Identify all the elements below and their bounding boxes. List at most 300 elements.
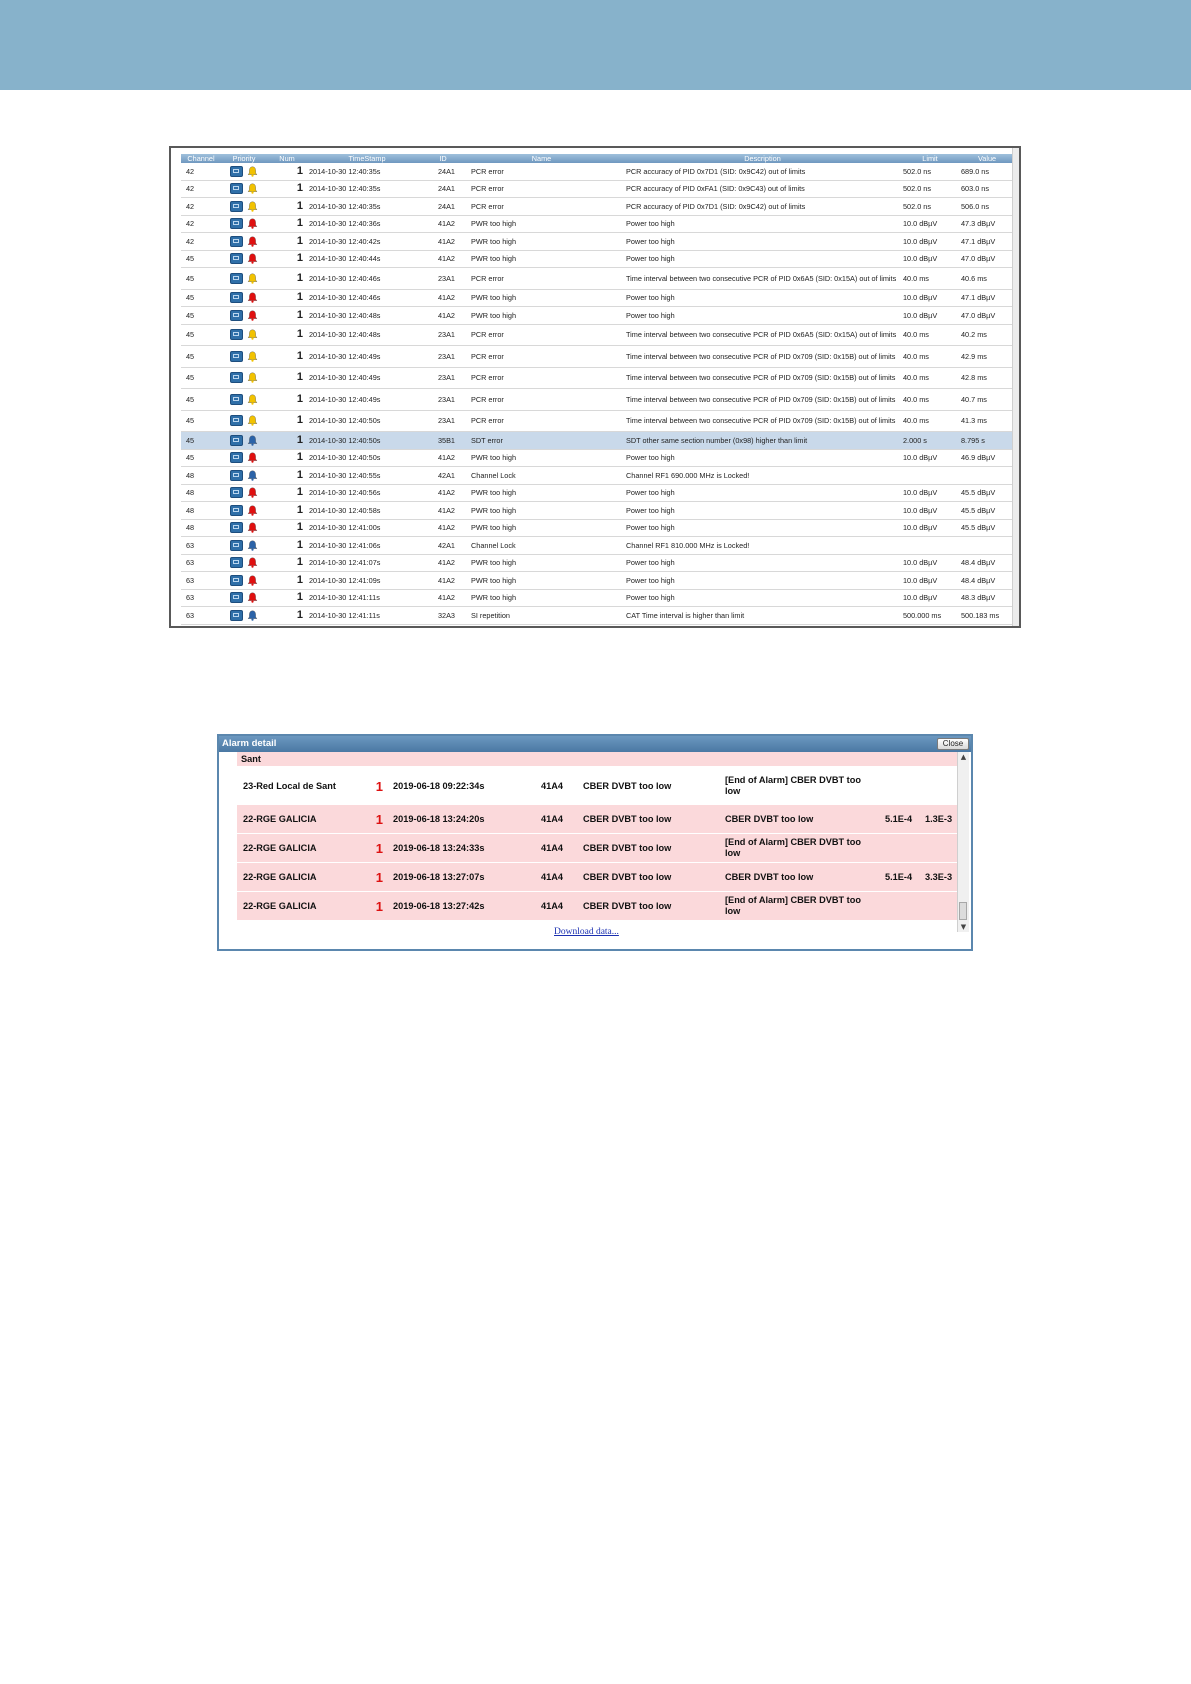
row-value: 40.2 ms (959, 324, 1015, 346)
row-name: PCR error (459, 324, 624, 346)
row-priority (221, 589, 267, 607)
row-limit (901, 537, 959, 555)
monitor-icon (230, 351, 243, 362)
row-channel: 42 (181, 180, 221, 198)
monitor-icon (230, 236, 243, 247)
monitor-icon (230, 592, 243, 603)
row-limit: 10.0 dBµV (901, 519, 959, 537)
row-id: 23A1 (427, 367, 459, 389)
row-id: 23A1 (427, 346, 459, 368)
row-channel: 42 (181, 215, 221, 233)
row-name: PWR too high (459, 502, 624, 520)
table-row[interactable] (181, 307, 1015, 325)
row-value: 689.0 ns (959, 163, 1015, 180)
row-limit: 40.0 ms (901, 389, 959, 411)
row-num: 1 (267, 607, 307, 625)
col-priority[interactable]: Priority (221, 154, 267, 163)
row-priority (221, 389, 267, 411)
table-row[interactable] (237, 892, 963, 921)
table-row[interactable] (181, 163, 1015, 180)
monitor-icon (230, 575, 243, 586)
row-channel: 42 (181, 198, 221, 216)
row-timestamp: 2014-10-30 12:41:07s (307, 554, 427, 572)
row-id: 41A2 (427, 519, 459, 537)
row-value: 46.9 dBµV (959, 449, 1015, 467)
row-description: [End of Alarm] CBER DVBT too low (721, 834, 881, 863)
table-row[interactable] (181, 432, 1015, 450)
monitor-icon (230, 310, 243, 321)
monitor-icon (230, 557, 243, 568)
row-num: 1 (355, 863, 389, 892)
row-name: CBER DVBT too low (579, 892, 721, 921)
row-id: 41A2 (427, 307, 459, 325)
row-name: PCR error (459, 198, 624, 216)
row-limit: 2.000 s (901, 432, 959, 450)
bell-icon (247, 372, 258, 383)
row-id: 24A1 (427, 198, 459, 216)
row-name: PWR too high (459, 519, 624, 537)
row-timestamp: 2014-10-30 12:41:11s (307, 607, 427, 625)
row-description: PCR accuracy of PID 0x7D1 (SID: 0x9C42) out of limits (624, 163, 901, 180)
row-priority (221, 537, 267, 555)
row-priority (221, 410, 267, 432)
monitor-icon (230, 372, 243, 383)
table-row[interactable] (181, 198, 1015, 216)
row-limit: 10.0 dBµV (901, 233, 959, 251)
row-description: Power too high (624, 215, 901, 233)
row-description: PCR accuracy of PID 0xFA1 (SID: 0x9C43) out of limits (624, 180, 901, 198)
row-limit: 502.0 ns (901, 163, 959, 180)
col-channel[interactable]: Channel (181, 154, 221, 163)
row-priority (221, 250, 267, 268)
row-timestamp: 2014-10-30 12:40:46s (307, 268, 427, 290)
row-channel: 48 (181, 484, 221, 502)
row-priority (221, 484, 267, 502)
table-row[interactable] (181, 554, 1015, 572)
row-timestamp: 2019-06-18 13:27:42s (389, 892, 537, 921)
table-row[interactable] (181, 346, 1015, 368)
row-num: 1 (267, 572, 307, 590)
row-description: Time interval between two consecutive PCR of PID 0x709 (SID: 0x15B) out of limits (624, 389, 901, 411)
row-id: 41A4 (537, 805, 579, 834)
table-row[interactable] (237, 767, 963, 806)
row-name: PWR too high (459, 449, 624, 467)
row-name: PWR too high (459, 289, 624, 307)
row-timestamp: 2014-10-30 12:40:48s (307, 324, 427, 346)
row-description: Time interval between two consecutive PCR of PID 0x6A5 (SID: 0x15A) out of limits (624, 324, 901, 346)
row-priority (221, 289, 267, 307)
table-row[interactable] (181, 215, 1015, 233)
row-timestamp: 2014-10-30 12:40:58s (307, 502, 427, 520)
row-timestamp: 2014-10-30 12:40:42s (307, 233, 427, 251)
row-description: Channel RF1 690.000 MHz is Locked! (624, 467, 901, 485)
bell-icon (247, 557, 258, 568)
row-id: 41A2 (427, 502, 459, 520)
row-priority (221, 233, 267, 251)
monitor-icon (230, 201, 243, 212)
row-value: 506.0 ns (959, 198, 1015, 216)
row-channel: 45 (181, 250, 221, 268)
table-row[interactable] (181, 289, 1015, 307)
row-name: CBER DVBT too low (579, 863, 721, 892)
row-description: Power too high (624, 519, 901, 537)
row-timestamp: 2014-10-30 12:40:55s (307, 467, 427, 485)
row-timestamp: 2019-06-18 13:27:07s (389, 863, 537, 892)
row-value: 603.0 ns (959, 180, 1015, 198)
col-description[interactable]: Description (624, 154, 901, 163)
bell-icon (247, 610, 258, 621)
row-timestamp: 2014-10-30 12:40:35s (307, 198, 427, 216)
table-row[interactable] (181, 233, 1015, 251)
row-id: 41A2 (427, 233, 459, 251)
monitor-icon (230, 218, 243, 229)
row-name: SDT error (459, 432, 624, 450)
row-limit: 10.0 dBµV (901, 449, 959, 467)
download-data-link[interactable]: Download data... (554, 927, 619, 937)
row-channel: 45 (181, 410, 221, 432)
row-name: Channel Lock (459, 467, 624, 485)
row-limit: 10.0 dBµV (901, 289, 959, 307)
row-id: 41A4 (537, 863, 579, 892)
row-description: Power too high (624, 484, 901, 502)
row-channel: 22-RGE GALICIA (237, 805, 355, 834)
row-num: 1 (267, 324, 307, 346)
row-id: 24A1 (427, 163, 459, 180)
bell-icon (247, 394, 258, 405)
row-limit: 10.0 dBµV (901, 502, 959, 520)
row-num: 1 (267, 367, 307, 389)
row-description: Power too high (624, 307, 901, 325)
row-num: 1 (355, 805, 389, 834)
bell-icon (247, 183, 258, 194)
table-row[interactable] (237, 834, 963, 863)
row-num: 1 (267, 215, 307, 233)
row-value: 45.5 dBµV (959, 484, 1015, 502)
row-id: 42A1 (427, 537, 459, 555)
row-limit (881, 892, 921, 921)
row-priority (221, 432, 267, 450)
row-limit: 40.0 ms (901, 367, 959, 389)
row-name: PWR too high (459, 215, 624, 233)
row-channel: 48 (181, 519, 221, 537)
row-description: Time interval between two consecutive PCR of PID 0x709 (SID: 0x15B) out of limits (624, 346, 901, 368)
row-description: Time interval between two consecutive PCR of PID 0x6A5 (SID: 0x15A) out of limits (624, 268, 901, 290)
row-priority (221, 163, 267, 180)
col-name[interactable]: Name (459, 154, 624, 163)
row-name: CBER DVBT too low (579, 834, 721, 863)
row-priority (221, 467, 267, 485)
monitor-icon (230, 183, 243, 194)
row-name: PCR error (459, 410, 624, 432)
table-row[interactable] (181, 410, 1015, 432)
row-timestamp: 2014-10-30 12:40:48s (307, 307, 427, 325)
row-id: 41A2 (427, 215, 459, 233)
row-channel: 42 (181, 163, 221, 180)
dialog-scrollbar[interactable] (957, 752, 969, 932)
row-limit: 502.0 ns (901, 198, 959, 216)
row-channel: 45 (181, 389, 221, 411)
row-id: 41A2 (427, 250, 459, 268)
row-id: 41A4 (537, 767, 579, 806)
row-timestamp: 2014-10-30 12:40:49s (307, 346, 427, 368)
row-value: 3.3E-3 (921, 863, 963, 892)
row-channel: 45 (181, 324, 221, 346)
row-limit: 10.0 dBµV (901, 484, 959, 502)
table-row[interactable] (181, 268, 1015, 290)
row-channel: 22-RGE GALICIA (237, 863, 355, 892)
bell-icon (247, 487, 258, 498)
row-description: CAT Time interval is higher than limit (624, 607, 901, 625)
row-limit: 10.0 dBµV (901, 215, 959, 233)
row-timestamp: 2014-10-30 12:40:49s (307, 389, 427, 411)
row-channel: 22-RGE GALICIA (237, 892, 355, 921)
row-id: 41A2 (427, 289, 459, 307)
row-priority (221, 502, 267, 520)
bell-icon (247, 351, 258, 362)
row-channel: 45 (181, 346, 221, 368)
row-limit: 10.0 dBµV (901, 554, 959, 572)
row-limit: 502.0 ns (901, 180, 959, 198)
row-num: 1 (267, 163, 307, 180)
row-timestamp: 2014-10-30 12:40:35s (307, 163, 427, 180)
row-num: 1 (267, 449, 307, 467)
table-scrollbar[interactable] (1012, 148, 1019, 626)
bell-icon (247, 540, 258, 551)
row-priority (221, 307, 267, 325)
monitor-icon (230, 394, 243, 405)
scroll-down-icon[interactable]: ▼ (960, 923, 967, 931)
row-id: 41A2 (427, 449, 459, 467)
row-priority (221, 367, 267, 389)
row-value: 47.0 dBµV (959, 307, 1015, 325)
col-id[interactable]: ID (427, 154, 459, 163)
row-value: 42.9 ms (959, 346, 1015, 368)
close-button[interactable]: Close (937, 738, 969, 750)
bell-icon (247, 435, 258, 446)
row-name: PCR error (459, 180, 624, 198)
dialog-body (237, 752, 963, 916)
scroll-up-icon[interactable]: ▲ (960, 753, 967, 761)
bell-icon (247, 592, 258, 603)
row-name: PCR error (459, 346, 624, 368)
row-num: 1 (267, 180, 307, 198)
row-value: 500.183 ms (959, 607, 1015, 625)
monitor-icon (230, 522, 243, 533)
row-timestamp: 2014-10-30 12:40:36s (307, 215, 427, 233)
bell-icon (247, 452, 258, 463)
row-timestamp: 2014-10-30 12:40:44s (307, 250, 427, 268)
row-value: 47.3 dBµV (959, 215, 1015, 233)
row-name: PWR too high (459, 233, 624, 251)
table-row[interactable] (181, 519, 1015, 537)
row-limit: 5.1E-4 (881, 805, 921, 834)
table-row[interactable] (181, 502, 1015, 520)
row-num: 1 (267, 410, 307, 432)
monitor-icon (230, 253, 243, 264)
row-priority (221, 198, 267, 216)
row-limit (881, 767, 921, 806)
table-row[interactable] (181, 589, 1015, 607)
row-value: 48.4 dBµV (959, 554, 1015, 572)
row-priority (221, 268, 267, 290)
row-priority (221, 215, 267, 233)
monitor-icon (230, 452, 243, 463)
row-priority (221, 572, 267, 590)
row-name: CBER DVBT too low (579, 805, 721, 834)
row-timestamp: 2014-10-30 12:41:00s (307, 519, 427, 537)
row-value: 40.7 ms (959, 389, 1015, 411)
table-row[interactable] (181, 572, 1015, 590)
bell-icon (247, 218, 258, 229)
bell-icon (247, 329, 258, 340)
row-value: 42.8 ms (959, 367, 1015, 389)
row-num: 1 (267, 307, 307, 325)
row-description: Time interval between two consecutive PCR of PID 0x709 (SID: 0x15B) out of limits (624, 410, 901, 432)
table-row[interactable] (181, 389, 1015, 411)
table-row[interactable] (237, 863, 963, 892)
row-channel: Sant (237, 752, 355, 767)
row-priority (221, 607, 267, 625)
row-limit (901, 467, 959, 485)
table-row[interactable] (181, 180, 1015, 198)
row-num: 1 (267, 537, 307, 555)
row-value: 48.4 dBµV (959, 572, 1015, 590)
row-name: CBER DVBT too low (579, 767, 721, 806)
row-num: 1 (267, 484, 307, 502)
table-row[interactable] (181, 367, 1015, 389)
row-priority (221, 180, 267, 198)
row-description: Power too high (624, 554, 901, 572)
monitor-icon (230, 435, 243, 446)
row-num: 1 (267, 389, 307, 411)
row-description: CBER DVBT too low (721, 805, 881, 834)
table-row[interactable] (181, 449, 1015, 467)
row-value: 47.1 dBµV (959, 289, 1015, 307)
bell-icon (247, 522, 258, 533)
row-num: 1 (267, 198, 307, 216)
row-id: 41A2 (427, 572, 459, 590)
row-num: 1 (267, 554, 307, 572)
monitor-icon (230, 487, 243, 498)
row-num: 1 (267, 589, 307, 607)
table-row[interactable] (237, 752, 963, 767)
row-value: 8.795 s (959, 432, 1015, 450)
row-id: 42A1 (427, 467, 459, 485)
row-id: 41A2 (427, 589, 459, 607)
row-name: PCR error (459, 367, 624, 389)
row-description: PCR accuracy of PID 0x7D1 (SID: 0x9C42) out of limits (624, 198, 901, 216)
col-timestamp[interactable]: TimeStamp (307, 154, 427, 163)
row-num: 1 (267, 289, 307, 307)
row-limit: 10.0 dBµV (901, 250, 959, 268)
row-priority (221, 324, 267, 346)
row-num: 1 (267, 268, 307, 290)
row-limit: 10.0 dBµV (901, 307, 959, 325)
monitor-icon (230, 505, 243, 516)
bell-icon (247, 201, 258, 212)
row-channel: 63 (181, 589, 221, 607)
row-channel: 22-RGE GALICIA (237, 834, 355, 863)
table-row[interactable] (237, 805, 963, 834)
row-timestamp: 2014-10-30 12:40:50s (307, 432, 427, 450)
table-row[interactable] (181, 250, 1015, 268)
row-description: Power too high (624, 589, 901, 607)
row-channel: 45 (181, 268, 221, 290)
monitor-icon (230, 540, 243, 551)
monitor-icon (230, 329, 243, 340)
row-name: PWR too high (459, 554, 624, 572)
row-priority (221, 346, 267, 368)
row-id: 41A2 (427, 484, 459, 502)
table-row[interactable] (181, 467, 1015, 485)
col-limit[interactable]: Limit (901, 154, 959, 163)
row-timestamp: 2019-06-18 13:24:33s (389, 834, 537, 863)
table-row[interactable] (181, 484, 1015, 502)
monitor-icon (230, 415, 243, 426)
row-channel: 45 (181, 307, 221, 325)
row-timestamp: 2014-10-30 12:40:56s (307, 484, 427, 502)
row-limit: 10.0 dBµV (901, 589, 959, 607)
row-timestamp: 2014-10-30 12:40:50s (307, 410, 427, 432)
row-value (959, 467, 1015, 485)
row-num: 1 (267, 346, 307, 368)
row-timestamp: 2014-10-30 12:40:35s (307, 180, 427, 198)
row-value (959, 537, 1015, 555)
row-channel: 45 (181, 289, 221, 307)
row-name: PWR too high (459, 572, 624, 590)
bell-icon (247, 575, 258, 586)
table-row[interactable] (181, 324, 1015, 346)
row-id: 41A4 (537, 834, 579, 863)
table-row[interactable] (181, 607, 1015, 625)
col-value[interactable]: Value (959, 154, 1015, 163)
bell-icon (247, 236, 258, 247)
row-id: 41A2 (427, 554, 459, 572)
row-description: Time interval between two consecutive PCR of PID 0x709 (SID: 0x15B) out of limits (624, 367, 901, 389)
row-num: 1 (267, 467, 307, 485)
row-limit (881, 834, 921, 863)
monitor-icon (230, 610, 243, 621)
row-limit: 5.1E-4 (881, 863, 921, 892)
row-limit: 40.0 ms (901, 410, 959, 432)
row-name: PCR error (459, 268, 624, 290)
row-name: PWR too high (459, 250, 624, 268)
scroll-thumb[interactable] (959, 902, 967, 920)
alarm-table-header (181, 154, 1015, 163)
row-channel: 42 (181, 233, 221, 251)
row-num: 1 (355, 834, 389, 863)
col-num[interactable]: Num (267, 154, 307, 163)
row-id: 41A4 (537, 892, 579, 921)
row-limit: 40.0 ms (901, 346, 959, 368)
row-description: Power too high (624, 449, 901, 467)
row-name: PCR error (459, 163, 624, 180)
row-value: 41.3 ms (959, 410, 1015, 432)
row-timestamp: 2014-10-30 12:40:49s (307, 367, 427, 389)
row-description: Power too high (624, 289, 901, 307)
row-num: 1 (267, 502, 307, 520)
row-num: 1 (267, 233, 307, 251)
row-value: 47.0 dBµV (959, 250, 1015, 268)
row-limit: 10.0 dBµV (901, 572, 959, 590)
row-timestamp: 2014-10-30 12:41:09s (307, 572, 427, 590)
row-id: 23A1 (427, 268, 459, 290)
bell-icon (247, 310, 258, 321)
row-name: SI repetition (459, 607, 624, 625)
table-row[interactable] (181, 537, 1015, 555)
row-id: 23A1 (427, 324, 459, 346)
row-id: 32A3 (427, 607, 459, 625)
